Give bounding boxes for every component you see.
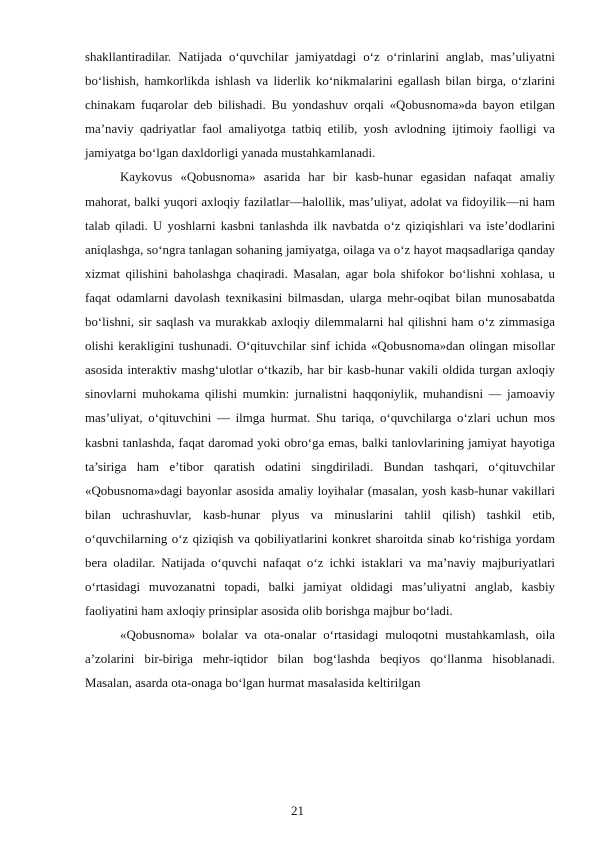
page-number: 21 (291, 803, 304, 818)
paragraph-1: shakllantiradilar. Natijada o‘quvchilar jamiyatdagi o‘z o‘rinlarini anglab, mas’uliyatni bo‘lishish, hamkorlikda ishlash va liderlik ko‘nikmalarini egallash bilan birga, o‘zlarini chinakam fuqarolar deb bilishadi. Bu yondashuv orqali «Qobusnoma»da bayon etilgan ma’naviy qadriyatlar faol amaliyotga tatbiq etilib, yosh avlodning ijtimoiy faolligi va jamiyatga bo‘lgan daxldorligi yanada mustahkamlanadi. (85, 50, 555, 161)
paragraph-2: Kaykovus «Qobusnoma» asarida har bir kasb-hunar egasidan nafaqat amaliy mahorat, balki yuqori axloqiy fazilatlar—halollik, mas’uliyat, adolat va fidoyilik—ni ham talab qiladi. U yoshlarni kasbni tanlashda ilk navbatda o‘z qiziqishlari va iste’dodlarini aniqlashga, so‘ngra tanlagan sohaning jamiyatga, oilaga va o‘z hayot maqsadlariga qanday xizmat qilishini baholashga chaqiradi. Masalan, agar bola shifokor bo‘lishni xohlasa, u faqat odamlarni davolash texnikasini bilmasdan, ularga mehr-oqibat bilan munosabatda bo‘lishni, sir saqlash va murakkab axloqiy dilemmalarni hal qilishni ham o‘z zimmasiga olishi kerakligini tushunadi. O‘qituvchilar sinf ichida «Qobusnoma»dan olingan misollar asosida interaktiv mashg‘ulotlar o‘tkazib, har bir kasb-hunar vakili oldida turgan axloqiy sinovlarni muhokama qilishi mumkin: jurnalistni haqqoniylik, muhandisni — jamoaviy mas’uliyat, o‘qituvchini — ilmga hurmat. Shu tariqa, o‘quvchilarga o‘zlari uchun mos kasbni tanlashda, faqat daromad yoki obro‘ga emas, balki tanlovlarining jamiyat hayotiga ta’siriga ham e’tibor qaratish odatini singdiriladi. Bundan tashqari, o‘qituvchilar «Qobusnoma»dagi bayonlar asosida amaliy loyihalar (masalan, yosh kasb-hunar vakillari bilan uchrashuvlar, kasb-hunar plyus va minuslarini tahlil qilish) tashkil etib, o‘quvchilarning o‘z qiziqish va qobiliyatlarini konkret sharoitda sinab ko‘rishiga yordam bera oladilar. Natijada o‘quvchi nafaqat o‘z ichki istaklari va ma’naviy majburiyatlari o‘rtasidagi muvozanatni topadi, balki jamiyat oldidagi mas’uliyatni anglab, kasbiy faoliyatini ham axloqiy prinsiplar asosida olib borishga majbur bo‘ladi. (85, 170, 555, 619)
document-body (85, 45, 555, 696)
paragraph-3: «Qobusnoma» bolalar va ota-onalar o‘rtasidagi muloqotni mustahkamlash, oila a’zolarini bir-biriga mehr-iqtidor bilan bog‘lashda beqiyos qo‘llanma hisoblanadi. Masalan, asarda ota-onaga bo‘lgan hurmat masalasida keltirilgan (85, 628, 555, 691)
